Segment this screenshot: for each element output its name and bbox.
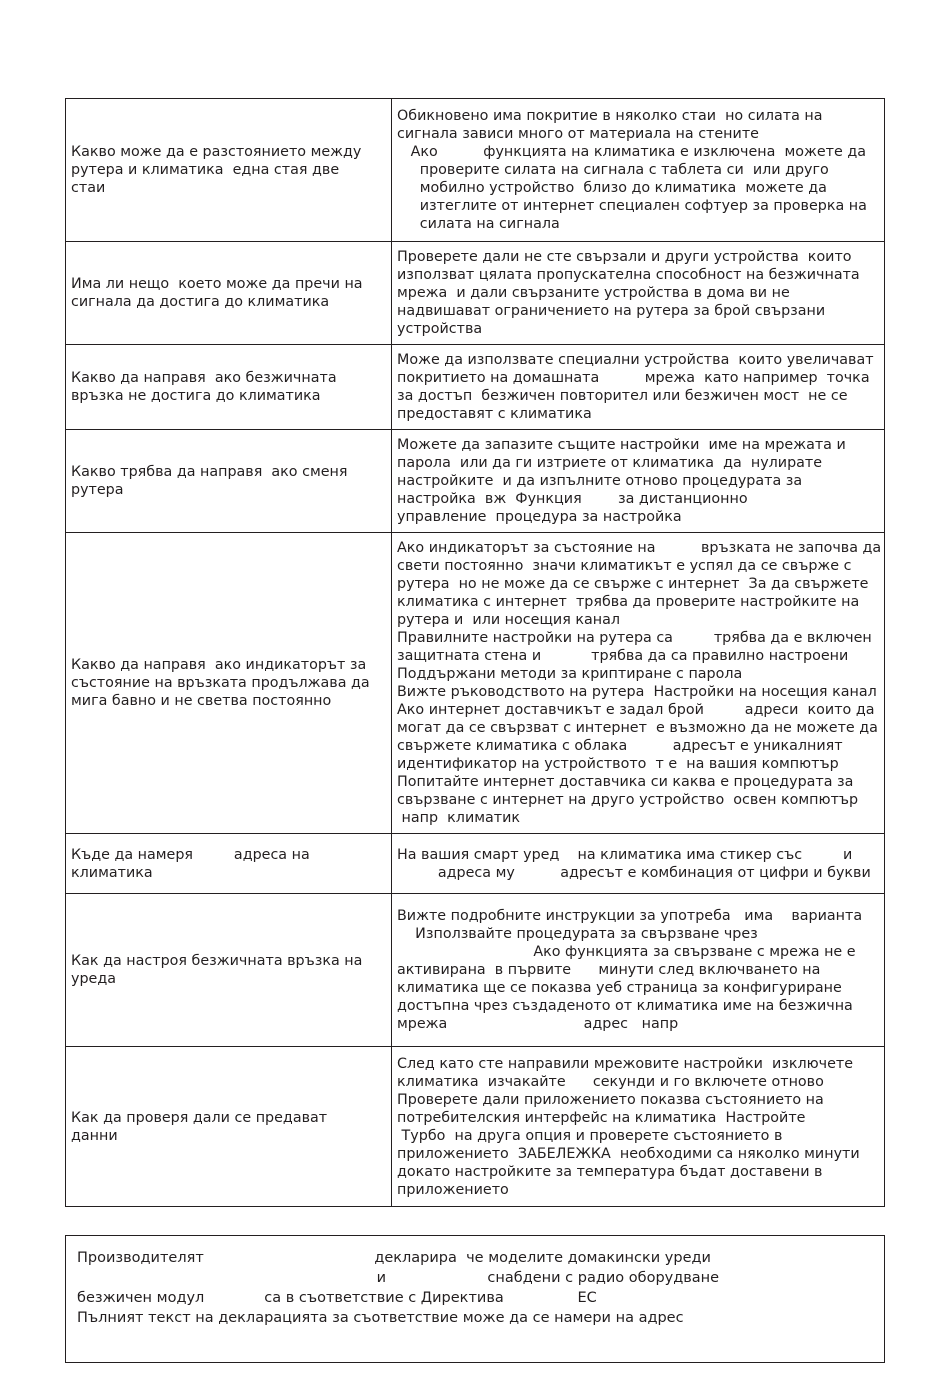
answer-line: Ако индикаторът за състояние на връзката не започва да <box>397 540 882 556</box>
answer-line: мрежа адрес напр <box>397 1016 679 1032</box>
answer-line: проверите силата на сигнала с таблета си или друго <box>397 162 829 178</box>
question-line: Къде да намеря адреса на <box>71 846 310 863</box>
answer-line: На вашия смарт уред на климатика има стикер със и <box>397 846 853 863</box>
declaration-line: Пълният текст на декларацията за съответствие може да се намери на адрес <box>77 1310 684 1326</box>
question-line: уреда <box>71 971 116 987</box>
question-line: Има ли нещо което може да пречи на <box>71 276 363 292</box>
faq-answer <box>392 533 885 834</box>
faq-row <box>66 1047 885 1207</box>
question-line: връзка не достига до климатика <box>71 388 321 404</box>
answer-line: използват цялата пропускателна способност на безжичната <box>397 267 860 283</box>
answer-line: климатика с интернет трябва да проверите настройките на <box>397 594 860 610</box>
faq-question <box>66 834 392 894</box>
answer-line: Проверете дали не сте свързали и други устройства които <box>397 249 852 265</box>
answer-line: парола или да ги изтриете от климатика да нулирате <box>397 455 823 471</box>
declaration-line: Производителят декларира че моделите домакински уреди <box>77 1250 711 1266</box>
faq-answer <box>392 834 885 894</box>
answer-line: мрежа и дали свързаните устройства в дома ви не <box>397 285 790 301</box>
answer-line: управление процедура за настройка <box>397 509 682 525</box>
answer-line: приложението <box>397 1181 509 1198</box>
answer-line: напр климатик <box>397 810 521 826</box>
faq-question <box>66 242 392 345</box>
answer-line: изтеглите от интернет специален софтуер за проверка на <box>397 198 867 214</box>
answer-line: рутера но не може да се свърже с интернет За да свържете <box>397 576 869 592</box>
faq-row <box>66 242 885 345</box>
faq-row <box>66 345 885 430</box>
answer-line: настройка вж Функция за дистанционно <box>397 491 748 507</box>
answer-line: за достъп безжичен повторител или безжичен мост не се <box>397 388 848 404</box>
declaration-box <box>65 1235 885 1363</box>
faq-answer <box>392 430 885 533</box>
question-line: климатика <box>71 864 153 881</box>
answer-line: активирана в първите минути след включването на <box>397 962 821 978</box>
answer-line: Можете да запазите същите настройки име на мрежата и <box>397 437 846 453</box>
answer-line: могат да се свързват с интернет е възможно да не можете да <box>397 720 878 736</box>
question-line: Как да настроя безжичната връзка на <box>71 953 363 969</box>
declaration-line: безжичен модул са в съответствие с Директива ЕС <box>77 1290 597 1306</box>
question-line: Какво да направя ако индикаторът за <box>71 657 367 673</box>
answer-line: Ако функцията за свързване с мрежа не е <box>397 944 856 960</box>
answer-line: надвишават ограничението на рутера за брой свързани <box>397 303 826 319</box>
faq-question <box>66 345 392 430</box>
answer-line: Вижте ръководството на рутера Настройки на носещия канал <box>397 684 877 700</box>
question-line: сигнала да достига до климатика <box>71 294 330 310</box>
faq-question <box>66 533 392 834</box>
faq-question <box>66 1047 392 1207</box>
answer-line: приложението ЗАБЕЛЕЖКА необходими са няколко минути <box>397 1145 860 1162</box>
answer-line: силата на сигнала <box>397 216 560 232</box>
faq-answer <box>392 99 885 242</box>
faq-answer <box>392 894 885 1047</box>
faq-table <box>65 98 885 1207</box>
question-line: състояние на връзката продължава да <box>71 675 370 691</box>
answer-line: Ако интернет доставчикът е задал брой адреси които да <box>397 702 875 718</box>
answer-line: свържете климатика с облака адресът е уникалният <box>397 738 843 754</box>
question-line: данни <box>71 1127 118 1144</box>
answer-line: идентификатор на устройството т е на вашия компютър <box>397 756 839 772</box>
answer-line: Използвайте процедурата за свързване чрез <box>397 926 758 942</box>
answer-line: климатика ще се показва уеб страница за конфигуриране <box>397 980 842 996</box>
answer-line: свети постоянно значи климатикът е успял да се свърже с <box>397 558 852 574</box>
answer-line: докато настройките за температура бъдат доставени в <box>397 1163 823 1180</box>
faq-answer <box>392 345 885 430</box>
declaration-line: и снабдени с радио оборудване <box>77 1270 720 1286</box>
question-line: Как да проверя дали се предават <box>71 1109 328 1126</box>
answer-line: Обикновено има покритие в няколко стаи но силата на <box>397 108 823 124</box>
answer-line: Турбо на друга опция и проверете състоянието в <box>397 1127 783 1144</box>
answer-line: предоставят с климатика <box>397 406 592 422</box>
answer-line: достъпна чрез създаденото от климатика име на безжична <box>397 998 853 1014</box>
answer-line: Вижте подробните инструкции за употреба има варианта <box>397 908 863 924</box>
answer-line: рутера и или носещия канал <box>397 612 620 628</box>
answer-line: покритието на домашната мрежа като например точка <box>397 370 870 386</box>
question-line: рутера и климатика една стая две <box>71 162 340 178</box>
faq-row <box>66 99 885 242</box>
faq-answer <box>392 242 885 345</box>
answer-line: Правилните настройки на рутера са трябва да е включен <box>397 630 872 646</box>
faq-question <box>66 430 392 533</box>
declaration-text <box>77 1248 719 1328</box>
question-line: Какво да направя ако безжичната <box>71 370 337 386</box>
answer-line: климатика изчакайте секунди и го включете отново <box>397 1073 824 1090</box>
faq-row <box>66 430 885 533</box>
answer-line: сигнала зависи много от материала на стените <box>397 126 759 142</box>
answer-line: След като сте направили мрежовите настройки изключете <box>397 1055 854 1072</box>
question-line: мига бавно и не светва постоянно <box>71 693 332 709</box>
answer-line: Ако функцията на климатика е изключена можете да <box>397 144 866 160</box>
faq-answer <box>392 1047 885 1207</box>
answer-line: адреса му адресът е комбинация от цифри и букви <box>397 864 871 881</box>
faq-row <box>66 894 885 1047</box>
answer-line: свързване с интернет на друго устройство освен компютър <box>397 792 859 808</box>
answer-line: Поддържани методи за криптиране с парола <box>397 666 743 682</box>
question-line: Какво трябва да направя ако сменя <box>71 464 348 480</box>
answer-line: Попитайте интернет доставчика си каква е процедурата за <box>397 774 854 790</box>
answer-line: Проверете дали приложението показва състоянието на <box>397 1091 824 1108</box>
faq-question <box>66 99 392 242</box>
question-line: рутера <box>71 482 124 498</box>
faq-row <box>66 533 885 834</box>
answer-line: потребителския интерфейс на климатика Настройте <box>397 1109 806 1126</box>
answer-line: мобилно устройство близо до климатика можете да <box>397 180 827 196</box>
answer-line: устройства <box>397 321 483 337</box>
faq-question <box>66 894 392 1047</box>
question-line: Какво може да е разстоянието между <box>71 144 362 160</box>
question-line: стаи <box>71 180 106 196</box>
answer-line: защитната стена и трябва да са правилно настроени <box>397 648 849 664</box>
answer-line: настройките и да изпълните отново процедурата за <box>397 473 803 489</box>
faq-row <box>66 834 885 894</box>
answer-line: Може да използвате специални устройства които увеличават <box>397 352 874 368</box>
